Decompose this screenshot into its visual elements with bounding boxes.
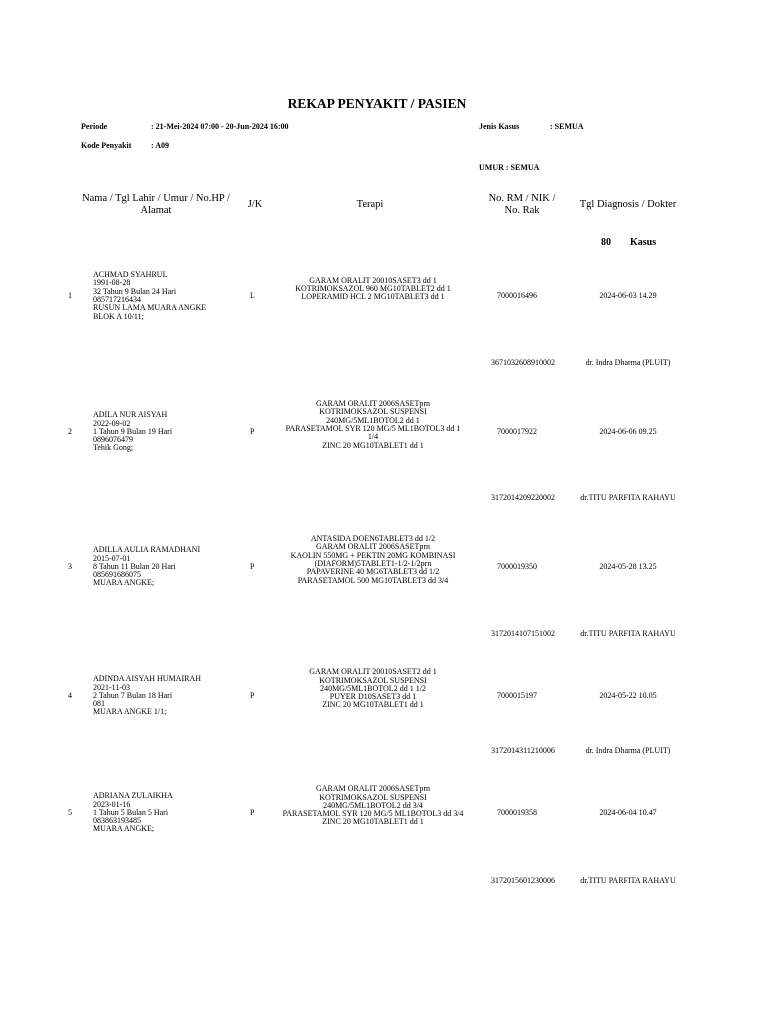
kode-penyakit-label: Kode Penyakit (81, 141, 132, 150)
patient-address1: MUARA ANGKE; (93, 578, 155, 588)
patient-name: ADILA NUR AISYAH (93, 410, 168, 420)
header-jk: J/K (247, 199, 263, 210)
row-number: 5 (68, 808, 72, 817)
patient-phone: 085691686075 (93, 570, 141, 580)
gender: P (250, 562, 255, 571)
diagnosis-date: 2024-05-28 13.25 (599, 562, 657, 571)
patient-info (93, 271, 206, 321)
diagnosis-date: 2024-06-03 14.29 (599, 291, 657, 300)
gender: L (250, 291, 255, 300)
nik-number: 3671032608910002 (491, 358, 555, 367)
nik-number: 3172015601230006 (491, 876, 555, 885)
therapy-item: PUYER D10SASET3 dd 1 (329, 692, 417, 702)
therapy-item: ANTASIDA DOEN6TABLET3 dd 1/2 (310, 534, 436, 544)
header-nama: Nama / Tgl Lahir / Umur / No.HP / Alamat (82, 193, 230, 216)
therapy-item: GARAM ORALIT 2006SASETprn (315, 784, 431, 794)
patient-name: ADRIANA ZULAIKHA (93, 791, 173, 801)
therapy-item: ZINC 20 MG10TABLET1 dd 1 (322, 817, 424, 827)
therapy-item: ZINC 20 MG10TABLET1 dd 1 (322, 700, 424, 710)
therapy-item: (DIAFORM)5TABLET1-1/2-1/2prn (314, 558, 432, 568)
patient-name: ACHMAD SYAHRUL (93, 270, 168, 280)
header-terapi: Terapi (356, 199, 384, 210)
periode-value: : 21-Mei-2024 07:00 - 20-Jun-2024 16:00 (151, 122, 289, 131)
therapy-item: PARASETAMOL SYR 120 MG/5 ML1BOTOL3 dd 1 (285, 423, 461, 433)
medical-record-number: 7000016496 (497, 291, 537, 300)
therapy-list (266, 785, 480, 826)
total-label: Kasus (630, 237, 657, 248)
therapy-item: 240MG/5ML1BOTOL2 dd 1 (326, 415, 420, 425)
row-number: 3 (68, 562, 72, 571)
header-tgl-dokter: Tgl Diagnosis / Dokter (579, 199, 677, 210)
nik-number: 3172014107151002 (491, 629, 555, 638)
patient-dob: 2021-11-03 (93, 682, 131, 692)
therapy-item: ZINC 20 MG10TABLET1 dd 1 (322, 440, 424, 450)
patient-phone: 085717216434 (93, 294, 141, 304)
therapy-item: KOTRIMOKSAZOL SUSPENSI (319, 675, 427, 685)
patient-age: 32 Tahun 9 Bulan 24 Hari (93, 286, 177, 296)
jenis-kasus-value: : SEMUA (550, 122, 584, 131)
therapy-item: KOTRIMOKSAZOL 960 MG10TABLET2 dd 1 (295, 283, 451, 293)
patient-name: ADINDA AISYAH HUMAIRAH (93, 674, 202, 684)
report-title: REKAP PENYAKIT / PASIEN (287, 96, 467, 111)
patient-name: ADILLA AULIA RAMADHANI (93, 545, 201, 555)
diagnosis-date: 2024-05-22 10.05 (599, 691, 657, 700)
patient-address1: MUARA ANGKE; (93, 824, 155, 834)
patient-dob: 2015-07-01 (93, 553, 131, 563)
patient-phone: 083863193485 (93, 816, 141, 826)
medical-record-number: 7000017922 (497, 427, 537, 436)
doctor-name: dr.TITU PARFITA RAHAYU (580, 629, 676, 638)
therapy-item: KOTRIMOKSAZOL SUSPENSI (319, 792, 427, 802)
patient-age: 1 Tahun 9 Bulan 19 Hari (93, 426, 173, 436)
row-number: 2 (68, 427, 72, 436)
therapy-list (266, 535, 480, 585)
medical-record-number: 7000019358 (497, 808, 537, 817)
therapy-item: KOTRIMOKSAZOL SUSPENSI (319, 407, 427, 417)
doctor-name: dr. Indra Dharma (PLUIT) (585, 746, 671, 755)
patient-phone: 081 (93, 699, 105, 709)
patient-age: 8 Tahun 11 Bulan 20 Hari (93, 561, 176, 571)
therapy-item: 240MG/5ML1BOTOL2 dd 1 1/2 (320, 683, 426, 693)
patient-address1: Tehik Gong; (93, 443, 134, 453)
therapy-item: 1/4 (367, 432, 379, 442)
jenis-kasus-label: Jenis Kasus (479, 122, 520, 131)
therapy-item: PARASETAMOL SYR 120 MG/5 ML1BOTOL3 dd 3/4 (282, 809, 464, 819)
doctor-name: dr. Indra Dharma (PLUIT) (585, 358, 671, 367)
kode-penyakit-value: : A09 (151, 141, 169, 150)
therapy-item: PARASETAMOL 500 MG10TABLET3 dd 3/4 (297, 575, 449, 585)
therapy-list (266, 400, 480, 450)
periode-label: Periode (81, 122, 108, 131)
gender: P (250, 691, 255, 700)
therapy-item: 240MG/5ML1BOTOL2 dd 3/4 (323, 800, 423, 810)
patient-age: 1 Tahun 5 Bulan 5 Hari (93, 807, 169, 817)
doctor-name: dr.TITU PARFITA RAHAYU (580, 493, 676, 502)
patient-info (93, 675, 201, 716)
therapy-item: GARAM ORALIT 20010SASET3 dd 1 (309, 275, 437, 285)
patient-address1: MUARA ANGKE 1/1; (93, 707, 167, 717)
total-count: 80 (601, 237, 611, 248)
therapy-item: GARAM ORALIT 2006SASETprn (315, 399, 431, 409)
gender: P (250, 808, 255, 817)
therapy-item: GARAM ORALIT 2006SASETprn (315, 542, 431, 552)
patient-dob: 2023-01-16 (93, 799, 131, 809)
therapy-list (266, 277, 480, 302)
patient-info (93, 411, 172, 452)
therapy-list (266, 668, 480, 709)
umur-filter: UMUR : SEMUA (479, 163, 540, 172)
row-number: 1 (68, 291, 72, 300)
diagnosis-date: 2024-06-06 09.25 (599, 427, 657, 436)
therapy-item: KAOLIN 550MG + PEKTIN 20MG KOMBINASI (290, 550, 456, 560)
patient-age: 2 Tahun 7 Bulan 18 Hari (93, 690, 173, 700)
patient-info (93, 546, 200, 587)
therapy-item: LOPERAMID HCL 2 MG10TABLET3 dd 1 (301, 292, 445, 302)
patient-address1: RUSUN LAMA MUARA ANGKE (93, 303, 207, 313)
patient-dob: 1991-08-28 (93, 278, 131, 288)
patient-phone: 0896076479 (93, 435, 133, 445)
nik-number: 3172014209220002 (491, 493, 555, 502)
patient-info (93, 792, 173, 833)
nik-number: 3172014311210006 (491, 746, 555, 755)
medical-record-number: 7000015197 (497, 691, 537, 700)
therapy-item: PAPAVERINE 40 MG6TABLET3 dd 1/2 (306, 567, 440, 577)
diagnosis-date: 2024-06-04 10.47 (599, 808, 657, 817)
patient-address2: BLOK A 10/11; (93, 311, 144, 321)
therapy-item: GARAM ORALIT 20010SASET2 dd 1 (309, 667, 437, 677)
gender: P (250, 427, 255, 436)
doctor-name: dr.TITU PARFITA RAHAYU (580, 876, 676, 885)
row-number: 4 (68, 691, 72, 700)
header-rm: No. RM / NIK / No. Rak (488, 193, 556, 216)
patient-dob: 2022-09-02 (93, 418, 131, 428)
medical-record-number: 7000019350 (497, 562, 537, 571)
